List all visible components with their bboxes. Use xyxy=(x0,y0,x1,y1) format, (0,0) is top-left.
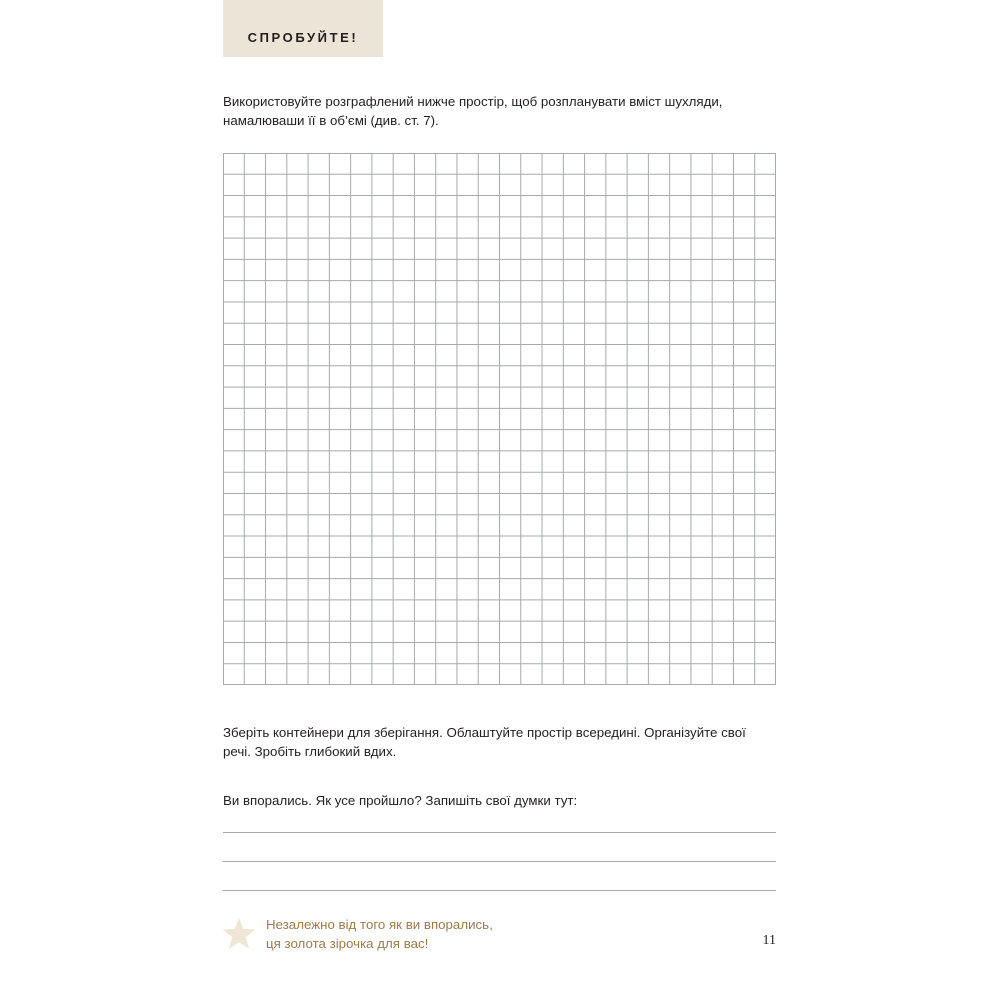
gold-star-icon xyxy=(221,916,257,952)
intro-line-1: Використовуйте розграфлений нижче простір, щоб розпланувати вміст шухляди, xyxy=(223,94,723,109)
page-number: 11 xyxy=(762,933,776,948)
instructions-line-1: Зберіть контейнери для зберігання. Облаштуйте простір всередині. Організуйте свої xyxy=(223,725,746,740)
encouragement-line-2: ця золота зірочка для вас! xyxy=(266,936,429,951)
intro-line-2: намалюваши її в об’ємі (див. ст. 7). xyxy=(223,113,439,128)
try-it-banner xyxy=(223,0,383,57)
writing-line[interactable] xyxy=(223,890,776,891)
graph-paper-grid[interactable] xyxy=(223,153,776,685)
instructions-line-2: речі. Зробіть глибокий вдих. xyxy=(223,744,397,759)
writing-line[interactable] xyxy=(223,832,776,833)
intro-paragraph xyxy=(223,92,783,130)
encouragement-line-1: Незалежно від того як ви впорались, xyxy=(266,917,493,932)
banner-title: СПРОБУЙТЕ! xyxy=(247,30,359,45)
instructions-paragraph xyxy=(223,723,783,761)
encouragement-text xyxy=(266,915,586,953)
reflection-prompt: Ви впорались. Як усе пройшло? Запишіть свої думки тут: xyxy=(223,793,578,808)
writing-line[interactable] xyxy=(223,861,776,862)
